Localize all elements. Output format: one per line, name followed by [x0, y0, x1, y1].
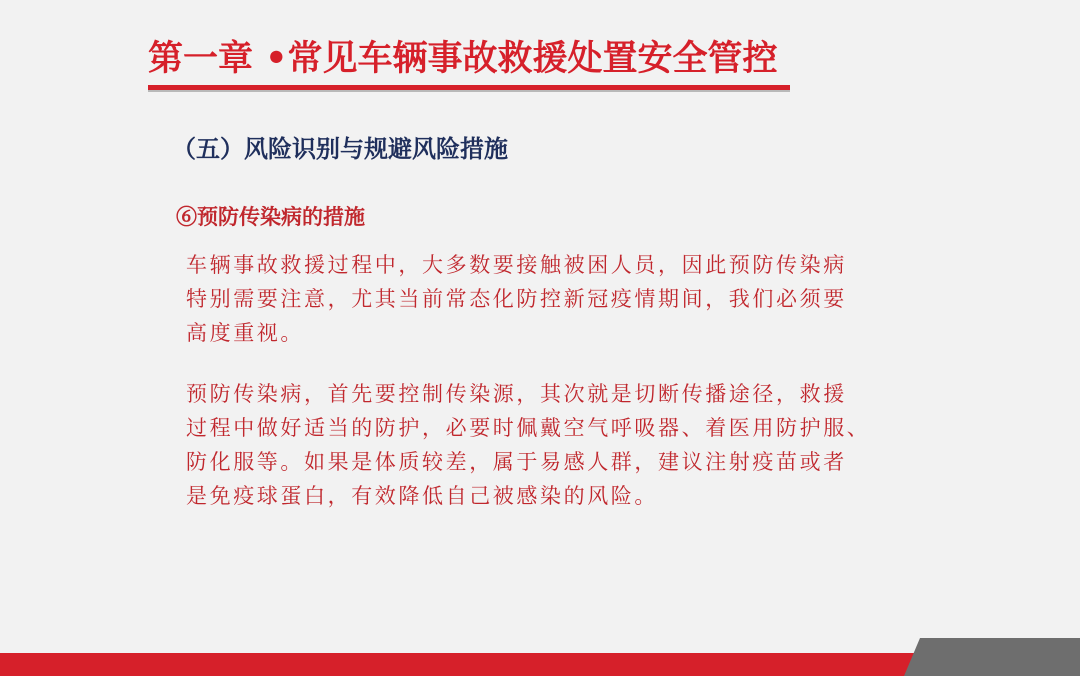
paragraph-line: 防化服等。如果是体质较差，属于易感人群，建议注射疫苗或者 — [186, 450, 847, 474]
paragraph-line: 是免疫球蛋白，有效降低自己被感染的风险。 — [186, 484, 658, 508]
slide-title: 第一章 •常见车辆事故救援处置安全管控 — [148, 39, 778, 79]
paragraph-line: 高度重视。 — [186, 321, 304, 345]
paragraph-line: 车辆事故救援过程中，大多数要接触被困人员，因此预防传染病 — [186, 253, 847, 277]
paragraph-line: 特别需要注意，尤其当前常态化防控新冠疫情期间，我们必须要 — [186, 287, 847, 311]
paragraph-2 — [186, 377, 956, 513]
footer-red-band — [0, 653, 925, 676]
paragraph-line: 预防传染病，首先要控制传染源，其次就是切断传播途径，救援 — [186, 382, 847, 406]
paragraph-line: 过程中做好适当的防护，必要时佩戴空气呼吸器、着医用防护服、 — [186, 416, 871, 440]
subheading: ⑥预防传染病的措施 — [176, 204, 365, 229]
paragraph-1 — [186, 248, 956, 350]
footer-gray-tab — [904, 638, 1080, 676]
title-underline-shadow — [148, 90, 790, 92]
section-heading: （五）风险识别与规避风险措施 — [172, 135, 508, 163]
